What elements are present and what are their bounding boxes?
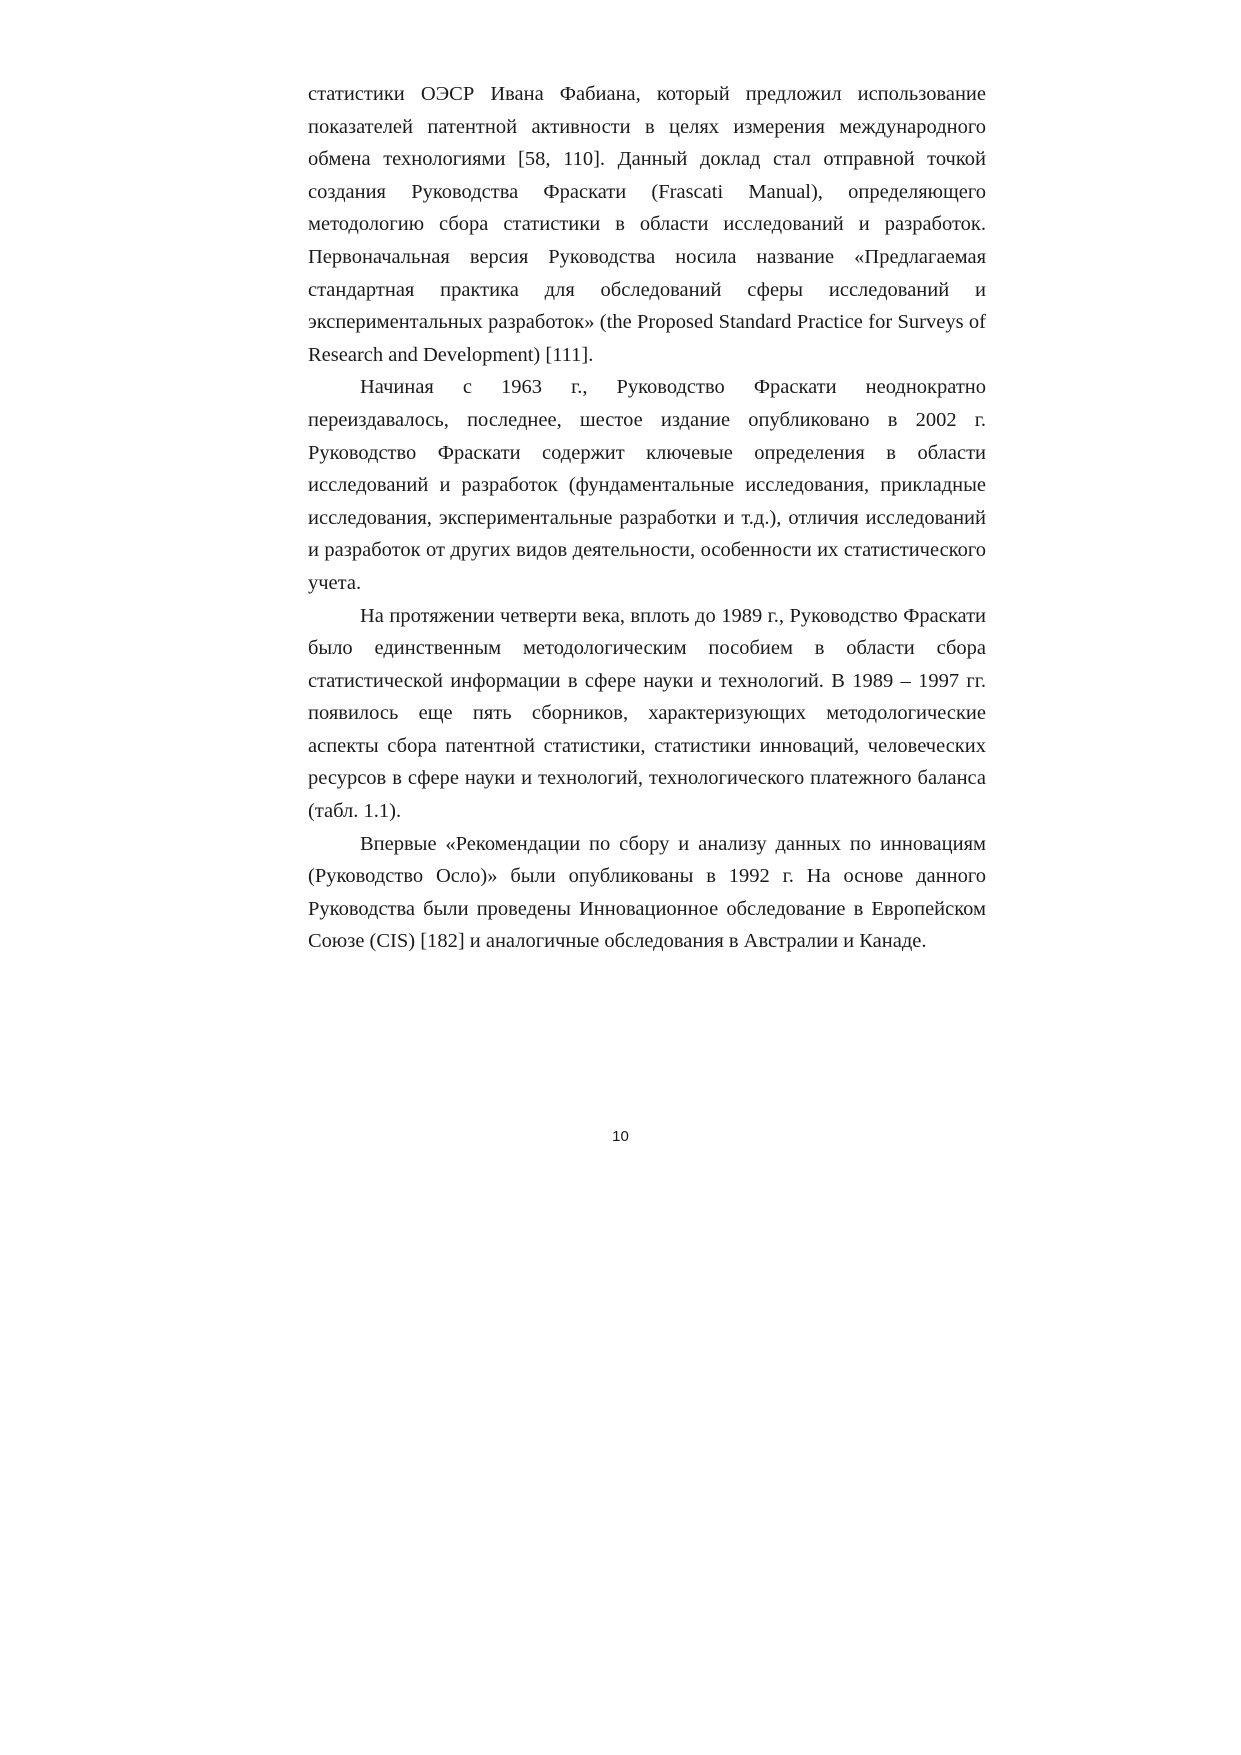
body-text [308, 78, 986, 958]
paragraph-continuation: статистики ОЭСР Ивана Фабиана, который предложил использование показателей патентной активности в целях измерения международного обмена технологиями [58, 110]. Данный доклад стал отправной точкой создания Руководства Фраскати (Frascati Manual), определяющего методологию сбора статистики в области исследований и разработок. Первоначальная версия Руководства носила название «Предлагаемая стандартная практика для обследований сферы исследований и экспериментальных разработок» (the Proposed Standard Practice for Surveys of Research and Development) [111]. [308, 83, 986, 366]
paragraph-frascati-editions: Начиная с 1963 г., Руководство Фраскати неоднократно переиздавалось, последнее, шестое издание опубликовано в 2002 г. Руководство Фраскати содержит ключевые определения в области исследований и разработок (фундаментальные исследования, прикладные исследования, экспериментальные разработки и т.д.), отличия исследований и разработок от других видов деятельности, особенности их статистического учета. [308, 376, 986, 594]
page-number: 10 [612, 1128, 629, 1145]
paragraph-oslo-manual: Впервые «Рекомендации по сбору и анализу данных по инновациям (Руководство Осло)» были опубликованы в 1992 г. На основе данного Руководства были проведены Инновационное обследование в Европейском Союзе (CIS) [182] и аналогичные обследования в Австралии и Канаде. [308, 832, 986, 953]
paragraph-quarter-century: На протяжении четверти века, вплоть до 1989 г., Руководство Фраскати было единственным методологическим пособием в области сбора статистической информации в сфере науки и технологий. В 1989 – 1997 гг. появилось еще пять сборников, характеризующих методологические аспекты сбора патентной статистики, статистики инноваций, человеческих ресурсов в сфере науки и технологий, технологического платежного баланса (табл. 1.1). [308, 604, 986, 823]
